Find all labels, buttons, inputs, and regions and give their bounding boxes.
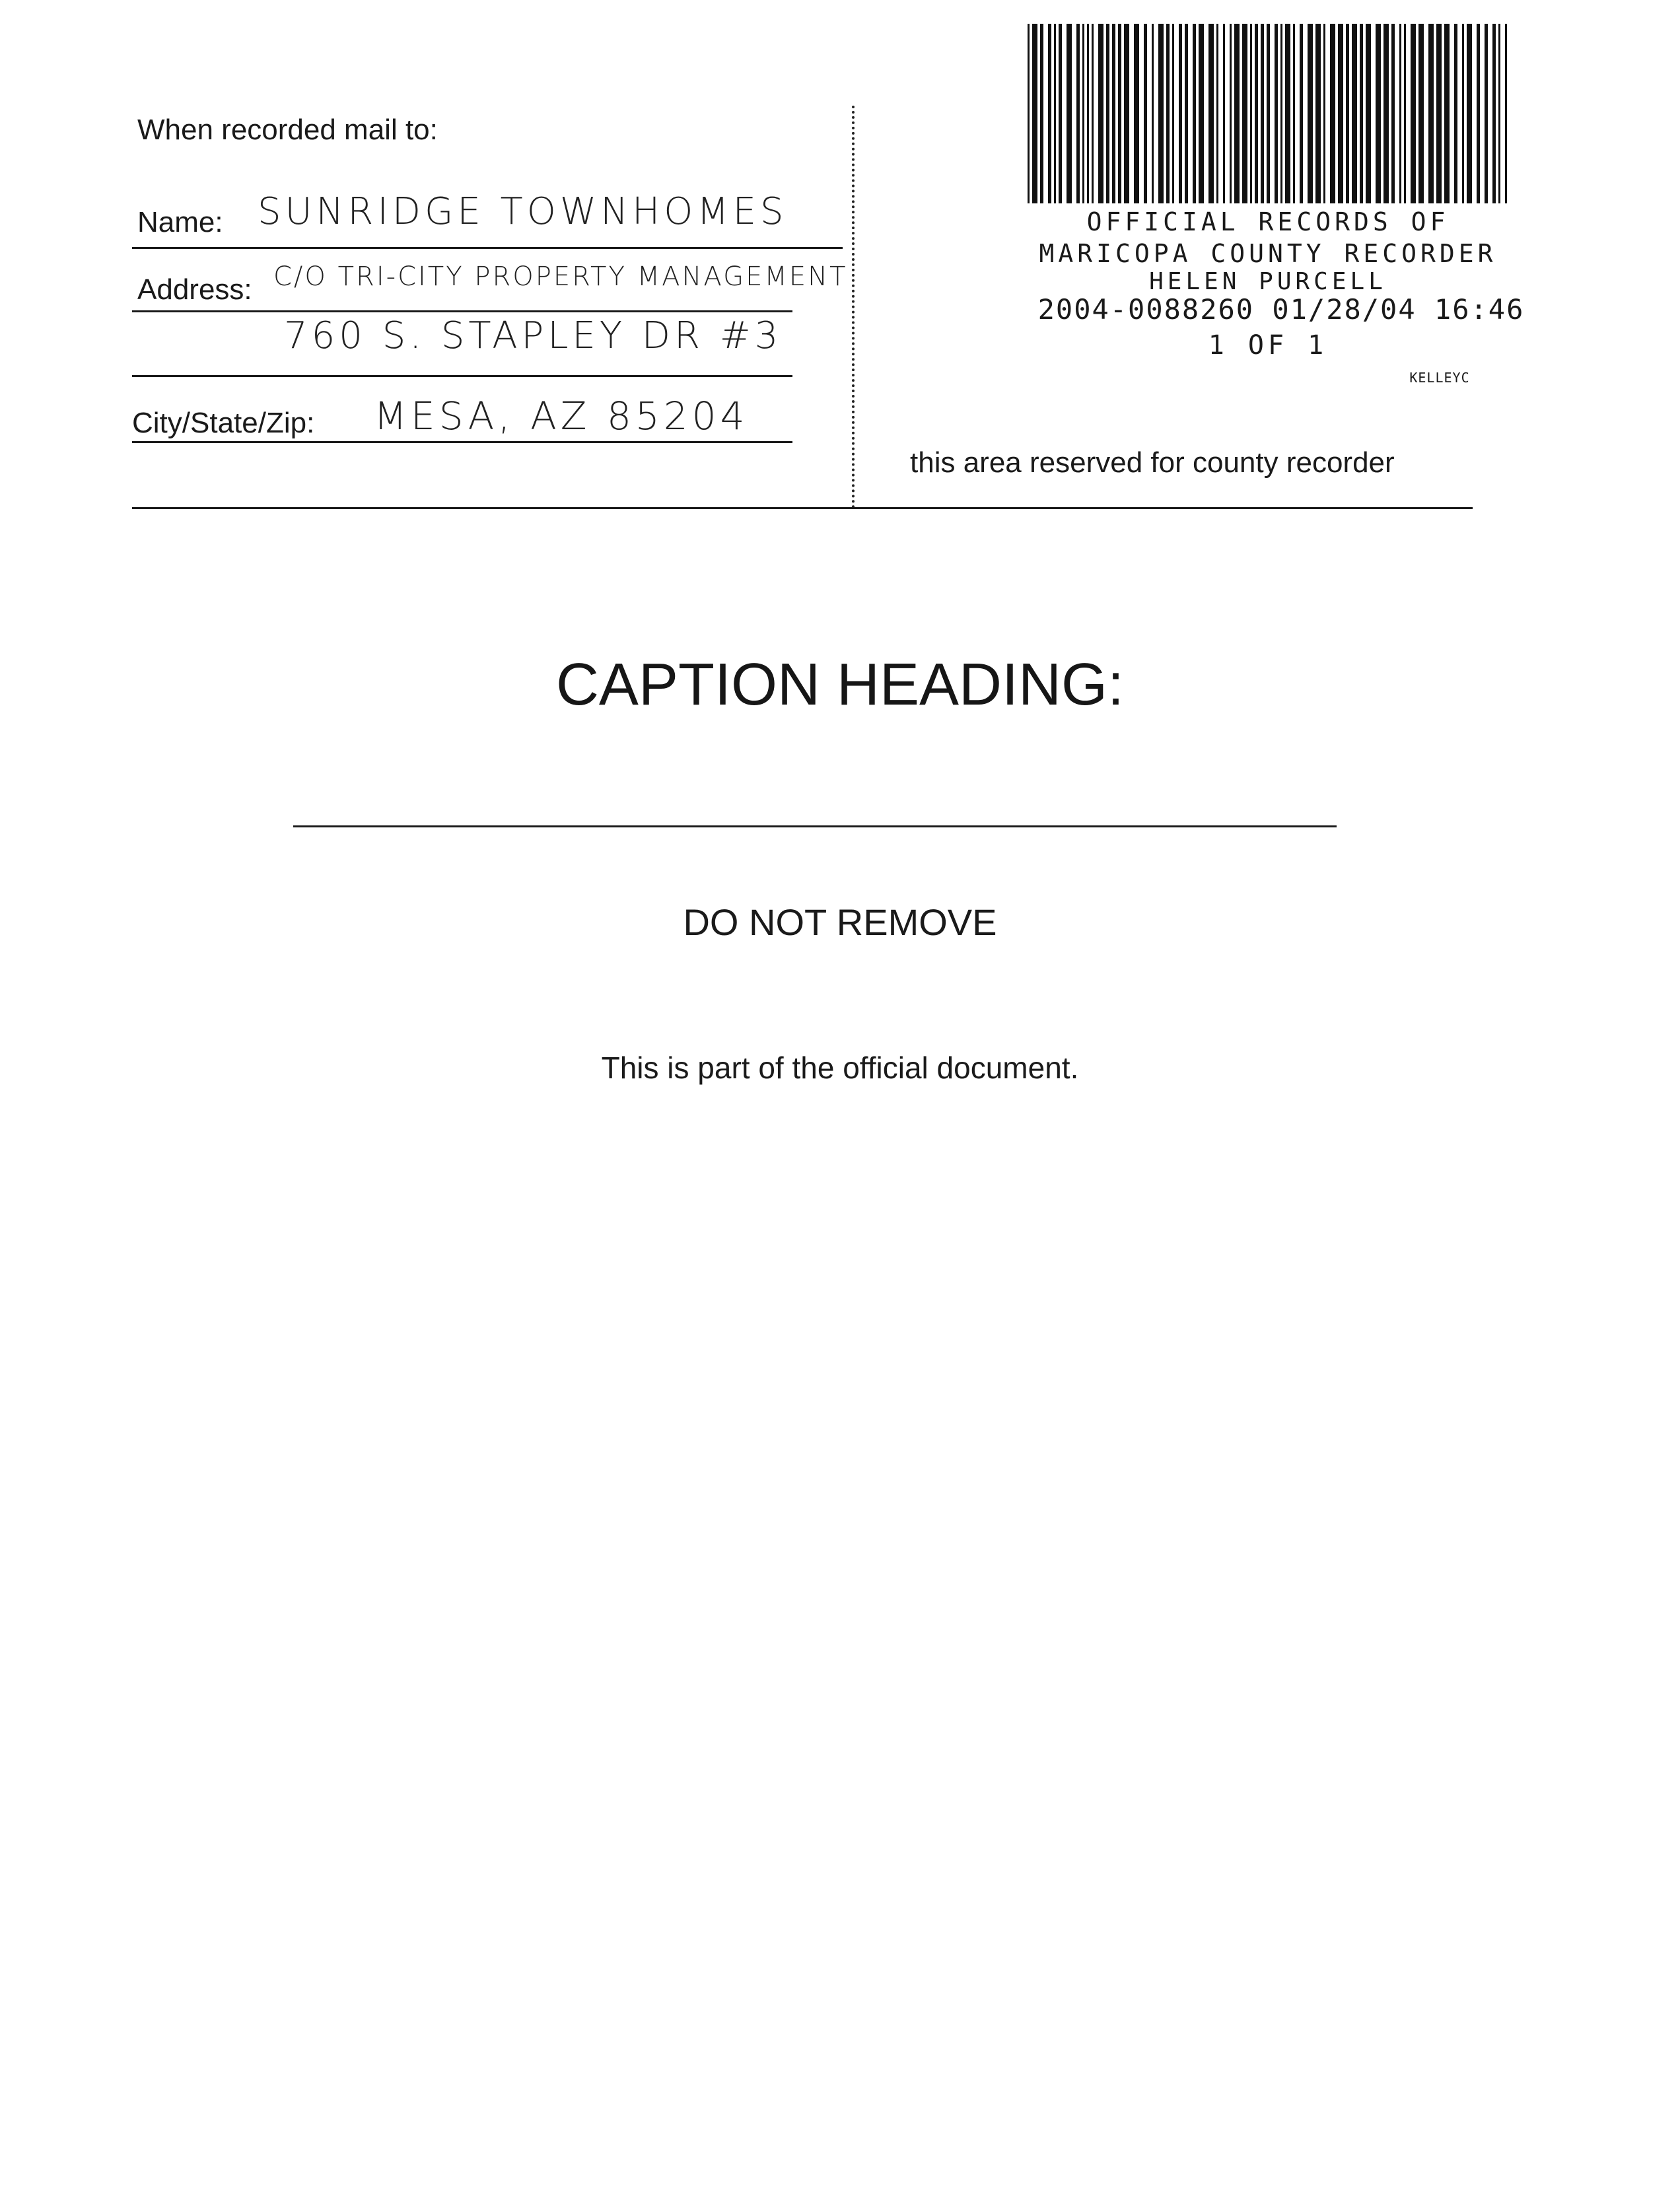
city-state-zip-label: City/State/Zip: (132, 407, 315, 439)
vertical-divider (852, 106, 855, 508)
name-label: Name: (137, 206, 223, 238)
recorder-line-3: HELEN PURCELL (1149, 268, 1387, 295)
reserved-area-label: this area reserved for county recorder (910, 446, 1395, 479)
header-bottom-rule (132, 507, 1473, 509)
recording-number: 2004-0088260 01/28/04 16:46 (1037, 293, 1525, 326)
city-state-zip-value: MESA, AZ 85204 (374, 394, 749, 438)
address-line-1: C/O TRI-CITY PROPERTY MANAGEMENT (273, 261, 848, 292)
address-underline-1 (132, 310, 792, 312)
barcode (1025, 24, 1510, 203)
clerk-id: KELLEYC (1409, 370, 1470, 386)
caption-heading: CAPTION HEADING: (555, 652, 1125, 718)
official-document-notice: This is part of the official document. (601, 1051, 1079, 1085)
city-underline (132, 441, 792, 443)
page-count: 1 OF 1 (1208, 330, 1328, 361)
address-line-2: 760 S. STAPLEY DR #3 (284, 314, 783, 357)
name-value: SUNRIDGE TOWNHOMES (258, 190, 788, 233)
address-label: Address: (137, 273, 252, 306)
name-underline (132, 247, 843, 249)
do-not-remove: DO NOT REMOVE (683, 901, 997, 943)
address-underline-2 (132, 375, 792, 377)
caption-underline (293, 825, 1337, 827)
recorder-line-1: OFFICIAL RECORDS OF (1086, 207, 1450, 236)
mail-to-heading: When recorded mail to: (137, 114, 438, 146)
recorder-line-2: MARICOPA COUNTY RECORDER (1039, 239, 1497, 268)
